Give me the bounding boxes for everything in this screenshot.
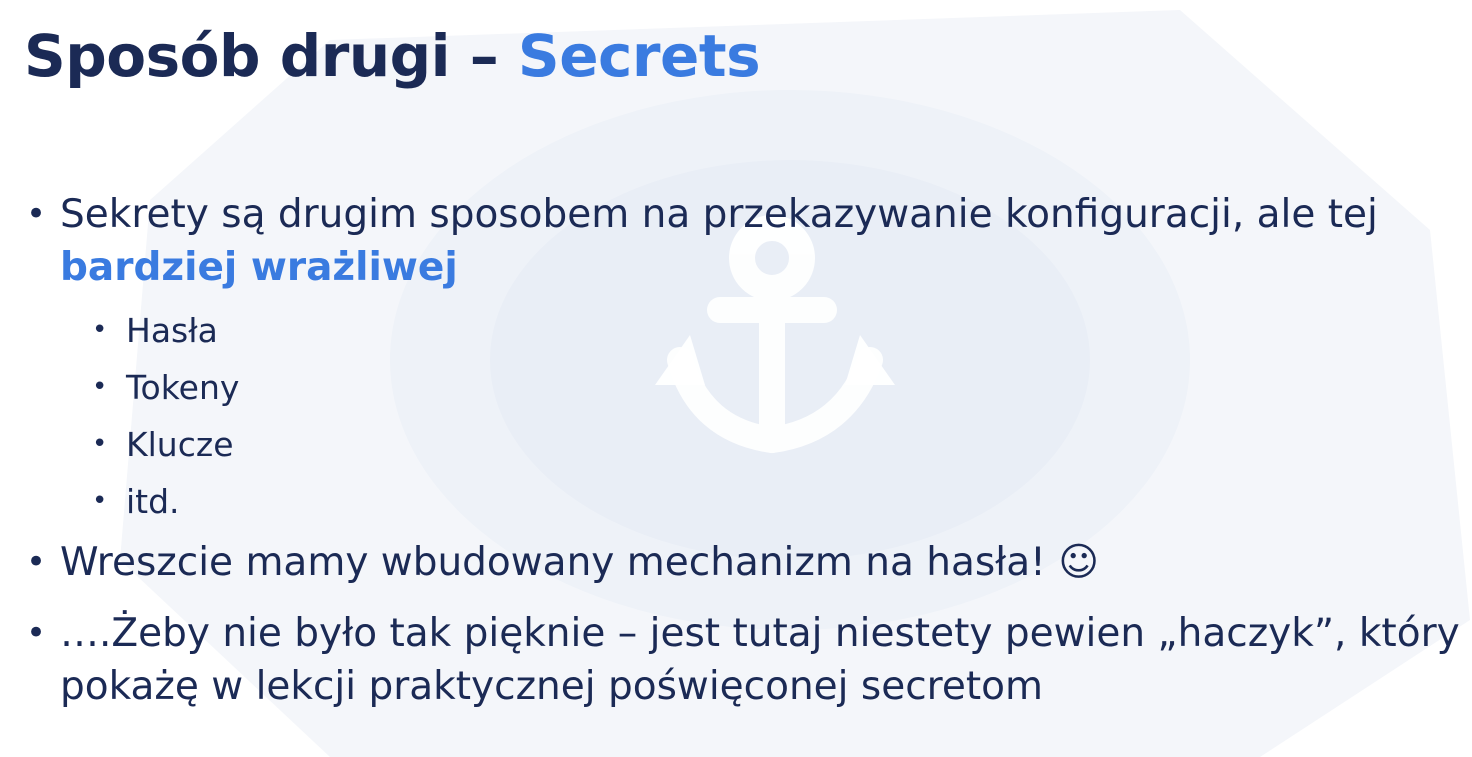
slide-title bbox=[24, 22, 760, 90]
sub-bullet-item: • Tokeny bbox=[92, 359, 1466, 416]
bullet-mechanizm: • Wreszcie mamy wbudowany mechanizm na hasła! ☺ bbox=[26, 536, 1466, 589]
bullet-text: Sekrety są drugim sposobem na przekazywanie konfiguracji, ale tej bbox=[60, 192, 1378, 237]
sub-bullet-item: • itd. bbox=[92, 473, 1466, 530]
title-main: Sposób drugi – bbox=[24, 22, 518, 90]
sub-bullet-list bbox=[92, 302, 1466, 530]
bullet-haczyk: • ….Żeby nie było tak pięknie – jest tutaj niestety pewien „haczyk”, który pokażę w lekcji praktycznej poświęconej secretom bbox=[26, 607, 1466, 713]
bullet-list bbox=[26, 188, 1466, 713]
bullet-sekrety bbox=[26, 188, 1466, 530]
sub-bullet-item: • Hasła bbox=[92, 302, 1466, 359]
title-accent: Secrets bbox=[517, 22, 761, 90]
bullet-emphasis: bardziej wrażliwej bbox=[60, 245, 458, 290]
sub-bullet-item: • Klucze bbox=[92, 416, 1466, 473]
